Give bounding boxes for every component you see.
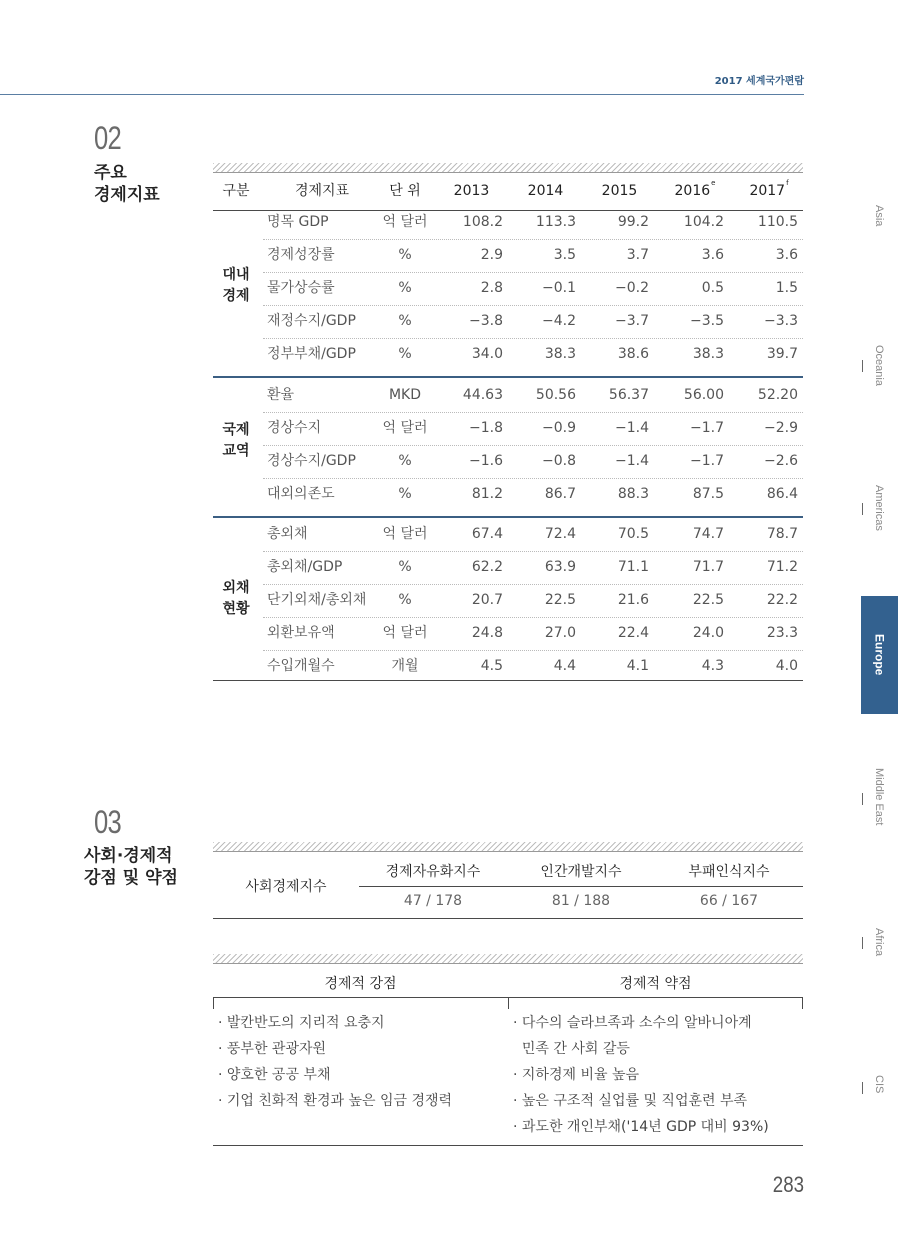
value-cell: −3.3 [764,313,798,329]
indicator-name: 물가상승률 [267,280,335,296]
col-category: 구분 [222,183,250,199]
value-cell: 34.0 [471,346,503,362]
value-cell: 71.7 [692,559,724,575]
indicator-unit: % [398,247,412,263]
value-cell: 23.3 [766,625,798,641]
value-cell: 56.00 [683,387,724,403]
page-number: 283 [772,1172,804,1197]
side-nav-tick [862,793,863,805]
value-cell: 113.3 [535,214,576,230]
social-index-value: 81 / 188 [551,893,611,909]
table-row [213,519,803,552]
section-3-number: 03 [94,804,121,840]
indicator-name: 경상수지/GDP [267,453,356,469]
indicator-unit: 개월 [391,658,419,674]
weakness-item: · 과도한 개인부채('14년 GDP 대비 93%) [513,1119,769,1135]
indicator-unit: % [398,453,412,469]
indicator-unit: % [398,313,412,329]
section-3-title-line1: 사회·경제적 [84,846,173,866]
col-year: 2016e [674,179,716,199]
value-cell: 1.5 [775,280,798,296]
side-nav-oceania[interactable]: Oceania [873,345,885,386]
col-year: 2015 [601,183,638,199]
social-header-rule [359,886,803,887]
section-2-number: 02 [94,120,121,156]
value-cell: 67.4 [471,526,503,542]
table-row [213,380,803,413]
social-index-value: 66 / 167 [699,893,759,909]
indicator-name: 경상수지 [267,420,322,436]
value-cell: 22.5 [692,592,724,608]
value-cell: 63.9 [544,559,576,575]
indicator-name: 단기외채/총외채 [267,592,367,608]
value-cell: 22.5 [544,592,576,608]
group-label: 외채 현황 [222,580,250,617]
value-cell: 27.0 [544,625,576,641]
value-cell: 88.3 [617,486,649,502]
table-row [213,479,803,512]
indicator-name: 정부부채/GDP [267,346,356,362]
value-cell: −3.8 [469,313,503,329]
value-cell: 38.3 [544,346,576,362]
social-index-header: 부패인식지수 [688,864,770,880]
indicator-name: 외환보유액 [267,625,335,641]
social-index-header: 인간개발지수 [540,864,622,880]
value-cell: 38.3 [692,346,724,362]
value-cell: −2.6 [764,453,798,469]
value-cell: 44.63 [462,387,503,403]
value-cell: 4.4 [553,658,576,674]
group-rule [213,516,803,518]
section-2-title-line2: 경제지표 [94,185,160,205]
value-cell: 21.6 [617,592,649,608]
sw-table-bottom-rule [213,1145,803,1146]
value-cell: 62.2 [471,559,503,575]
value-cell: 38.6 [617,346,649,362]
strength-item: · 기업 친화적 환경과 높은 임금 경쟁력 [218,1093,453,1109]
value-cell: −2.9 [764,420,798,436]
indicator-unit: 억 달러 [382,625,428,641]
value-cell: −1.8 [469,420,503,436]
header-rule [0,94,804,95]
strengths-heading: 경제적 강점 [324,976,397,992]
indicator-name: 대외의존도 [267,486,335,502]
value-cell: 108.2 [462,214,503,230]
value-cell: 70.5 [617,526,649,542]
social-table-bottom-rule [213,918,803,919]
indicator-group-external-debt [213,516,803,682]
indicator-unit: % [398,346,412,362]
side-nav-tick [862,503,863,515]
weaknesses-heading: 경제적 약점 [619,976,692,992]
sw-mid-tick [508,997,509,1009]
indicator-name: 경제성장률 [267,247,335,263]
indicator-name: 수입개월수 [267,658,335,674]
weakness-item: · 지하경제 비율 높음 [513,1067,639,1083]
side-nav-tick [862,937,863,949]
col-year: 2014 [527,183,564,199]
value-cell: 2.8 [480,280,503,296]
side-nav-asia[interactable]: Asia [873,205,885,227]
value-cell: −0.8 [542,453,576,469]
indicator-unit: 억 달러 [382,526,428,542]
value-cell: 104.2 [683,214,724,230]
col-year: 2017$^f$ [749,179,789,199]
value-cell: 4.5 [480,658,503,674]
value-cell: 78.7 [766,526,798,542]
table-row [213,339,803,372]
value-cell: 2.9 [480,247,503,263]
indicator-unit: % [398,559,412,575]
value-cell: −0.2 [615,280,649,296]
col-unit: 단 위 [389,183,421,199]
table-row [213,207,803,240]
side-nav-americas[interactable]: Americas [873,485,885,531]
table-row [213,585,803,618]
group-label: 국제 교역 [222,422,250,459]
table-row [213,552,803,585]
value-cell: −4.2 [542,313,576,329]
table-row [213,240,803,273]
value-cell: 52.20 [757,387,798,403]
value-cell: 4.0 [775,658,798,674]
table-row [213,413,803,446]
value-cell: 3.6 [701,247,724,263]
value-cell: 24.0 [692,625,724,641]
table-top-hatch [213,163,803,173]
value-cell: 87.5 [692,486,724,502]
value-cell: 39.7 [766,346,798,362]
value-cell: 0.5 [701,280,724,296]
value-cell: 71.2 [766,559,798,575]
section-3-title-line2: 강점 및 약점 [84,868,178,888]
value-cell: −1.6 [469,453,503,469]
value-cell: 3.7 [626,247,649,263]
indicator-name: 총외채/GDP [267,559,343,575]
side-nav-europe[interactable]: Europe [861,596,898,714]
side-nav-tick [862,1082,863,1094]
indicator-group-trade [213,376,803,512]
indicator-table-header [213,173,803,211]
value-cell: 81.2 [471,486,503,502]
value-cell: 74.7 [692,526,724,542]
social-index-header: 경제자유화지수 [385,864,481,880]
value-cell: 3.5 [553,247,576,263]
value-cell: 22.2 [766,592,798,608]
indicator-unit: % [398,486,412,502]
value-cell: −3.5 [690,313,724,329]
weakness-item: · 높은 구조적 실업률 및 직업훈련 부족 [513,1093,748,1109]
col-indicator: 경제지표 [294,183,350,199]
table-bottom-rule [213,680,803,681]
indicator-unit: % [398,280,412,296]
indicator-unit: MKD [388,387,422,403]
table-row [213,446,803,479]
weakness-item: 민족 간 사회 갈등 [513,1041,630,1057]
value-cell: −0.9 [542,420,576,436]
value-cell: 24.8 [471,625,503,641]
social-index-row-label: 사회경제지수 [245,879,327,895]
indicator-unit: % [398,592,412,608]
group-label: 대내 경제 [222,267,250,304]
indicator-name: 총외채 [267,526,308,542]
social-table-hatch [213,842,803,852]
table-row [213,618,803,651]
strength-item: · 풍부한 관광자원 [218,1041,327,1057]
value-cell: −0.1 [542,280,576,296]
indicator-name: 재정수지/GDP [267,313,356,329]
value-cell: 110.5 [757,214,798,230]
table-row [213,306,803,339]
value-cell: 99.2 [617,214,649,230]
value-cell: 20.7 [471,592,503,608]
value-cell: −3.7 [615,313,649,329]
section-3-title [84,845,178,889]
side-nav-cis[interactable]: CIS [873,1075,885,1094]
value-cell: −1.7 [690,420,724,436]
social-index-value: 47 / 178 [403,893,463,909]
value-cell: 4.3 [701,658,724,674]
value-cell: −1.7 [690,453,724,469]
value-cell: 50.56 [535,387,576,403]
side-nav-africa[interactable]: Africa [873,928,885,957]
value-cell: 22.4 [617,625,649,641]
weakness-item: · 다수의 슬라브족과 소수의 알바니아계 [513,1015,752,1031]
sw-right-tick [802,997,803,1009]
side-nav-middle-east[interactable]: Middle East [873,768,885,826]
indicator-unit: 억 달러 [382,420,428,436]
section-2-title [94,162,160,206]
group-rule [213,376,803,378]
sw-table-hatch [213,954,803,964]
indicator-name: 명목 GDP [267,214,329,230]
value-cell: 71.1 [617,559,649,575]
book-title: 2017 세계국가편람 [714,76,804,87]
value-cell: 72.4 [544,526,576,542]
value-cell: −1.4 [615,453,649,469]
sw-left-tick [213,997,214,1009]
side-nav-tick [862,360,863,372]
value-cell: 86.4 [766,486,798,502]
strength-item: · 발칸반도의 지리적 요충지 [218,1015,385,1031]
value-cell: 86.7 [544,486,576,502]
indicator-unit: 억 달러 [382,214,428,230]
value-cell: 3.6 [775,247,798,263]
value-cell: −1.4 [615,420,649,436]
strength-item: · 양호한 공공 부채 [218,1067,331,1083]
col-year: 2013 [453,183,490,199]
value-cell: 4.1 [626,658,649,674]
table-row [213,273,803,306]
indicator-name: 환율 [267,387,295,403]
value-cell: 56.37 [608,387,649,403]
section-2-title-line1: 주요 [94,163,127,183]
indicator-group-domestic [213,207,803,373]
